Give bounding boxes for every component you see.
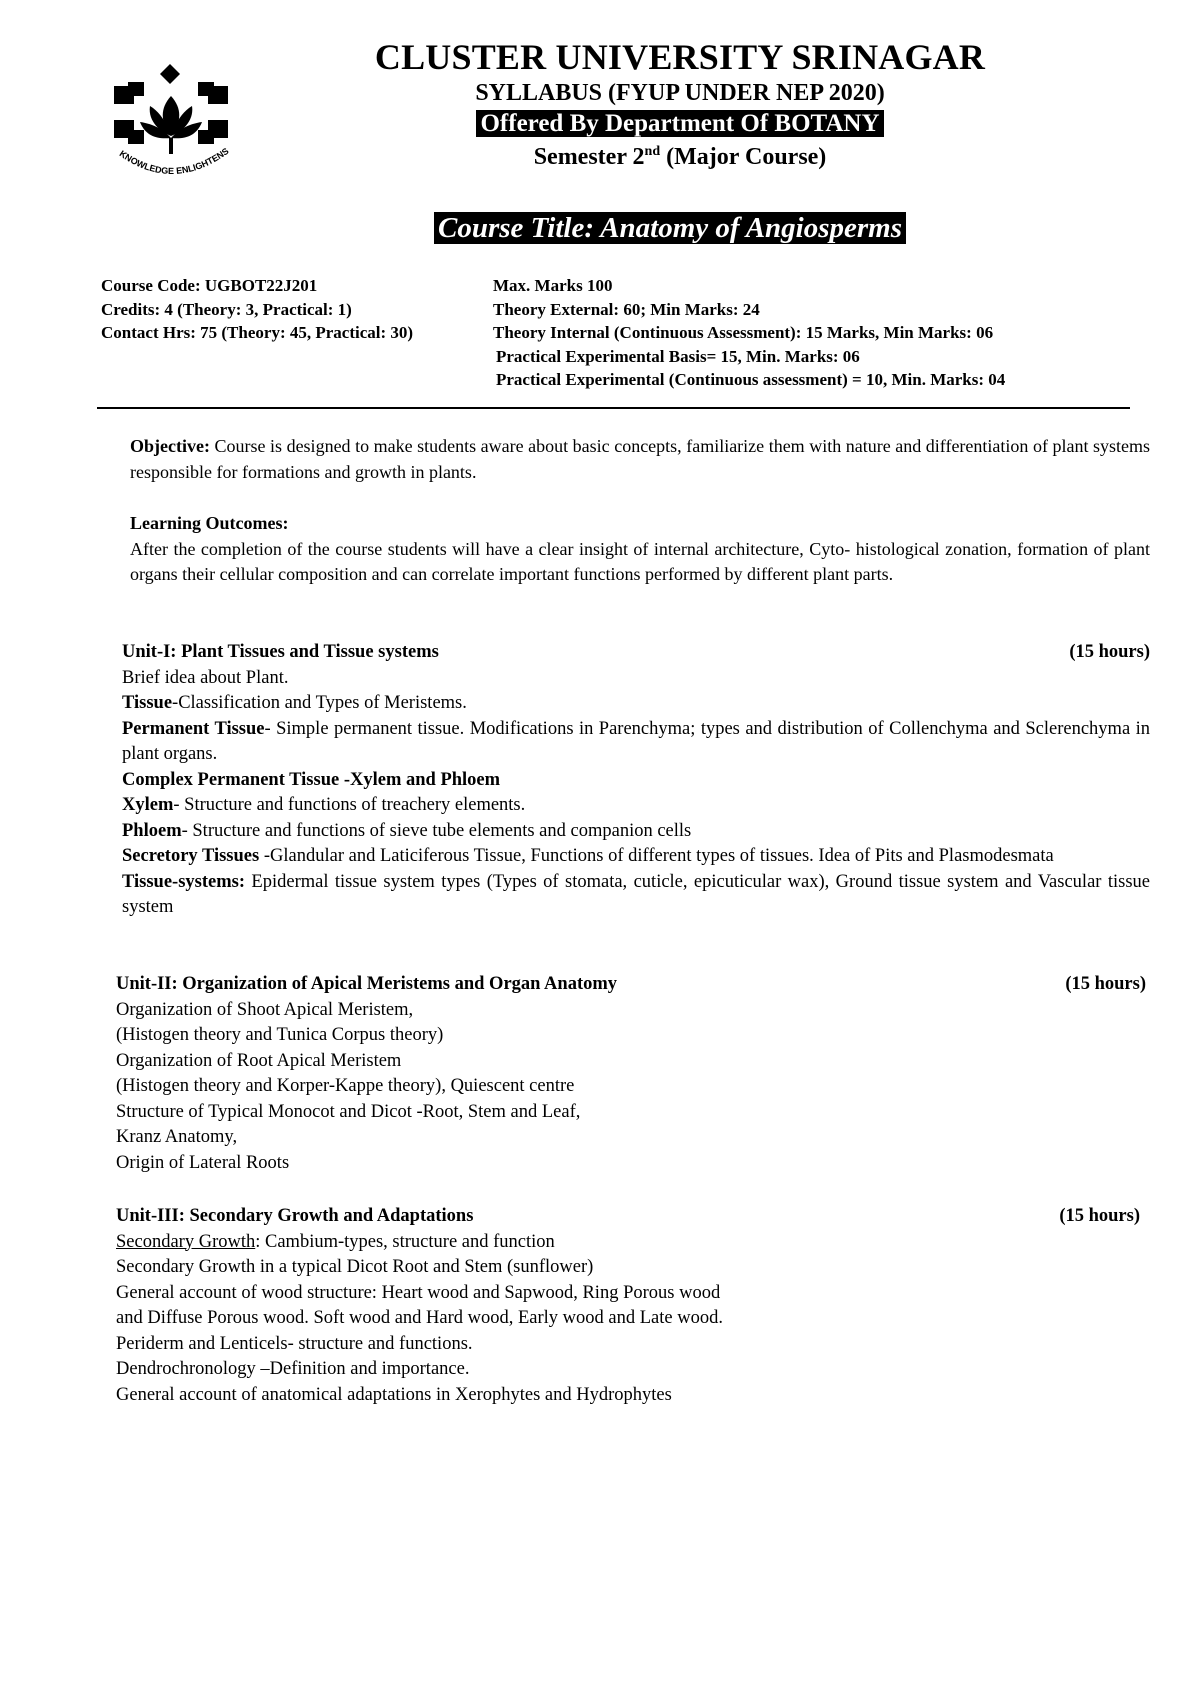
department-banner	[200, 110, 1160, 138]
credits: Credits: 4 (Theory: 3, Practical: 1)	[101, 299, 352, 319]
course-title: Course Title: Anatomy of Angiosperms	[434, 212, 906, 244]
objective-paragraph: Objective: Course is designed to make students aware about basic concepts, familiarize them with nature and differentiation of plant systems responsible for formations and growth in plants.	[130, 436, 1150, 482]
list-item: Secretory Tissues -Glandular and Laticiferous Tissue, Functions of different types of tissues. Idea of Pits and Plasmodesmata	[122, 846, 1054, 866]
list-item: Secondary Growth in a typical Dicot Root and Stem (sunflower)	[116, 1257, 594, 1277]
list-item: (Histogen theory and Korper-Kappe theory), Quiescent centre	[116, 1076, 575, 1096]
outcomes-text: After the completion of the course students will have a clear insight of internal architecture, Cyto- histological zonation, formation of plant organs their cellular composition and can correlate important functions performed by different plant parts.	[130, 538, 1150, 584]
unit-1-section	[122, 640, 1150, 921]
list-item: Tissue-Classification and Types of Meristems.	[122, 693, 467, 713]
unit-2-hours: (15 hours)	[1065, 974, 1146, 994]
svg-text:KNOWLEDGE ENLIGHTENS: KNOWLEDGE ENLIGHTENS	[117, 145, 231, 177]
list-item: Organization of Root Apical Meristem	[116, 1050, 402, 1071]
unit-1-hours: (15 hours)	[1069, 642, 1150, 662]
list-item: Kranz Anatomy,	[116, 1127, 238, 1147]
outcomes-label: Learning Outcomes:	[130, 513, 289, 533]
theory-external: Theory External: 60; Min Marks: 24	[493, 299, 760, 319]
course-info-left	[101, 274, 413, 345]
list-item: Xylem- Structure and functions of treachery elements.	[122, 795, 526, 815]
practical-continuous: Practical Experimental (Continuous assessment) = 10, Min. Marks: 04	[496, 370, 1006, 389]
list-item: Phloem- Structure and functions of sieve tube elements and companion cells	[122, 820, 692, 841]
list-item: Complex Permanent Tissue -Xylem and Phloem	[122, 769, 501, 790]
department-label: Offered By Department Of BOTANY	[476, 110, 883, 137]
list-item: Brief idea about Plant.	[122, 667, 289, 688]
unit-1-heading: Unit-I: Plant Tissues and Tissue systems (15 hours)	[122, 640, 1150, 666]
learning-outcomes	[130, 511, 1150, 588]
theory-internal: Theory Internal (Continuous Assessment): 15 Marks, Min Marks: 06	[493, 323, 994, 342]
course-code: Course Code: UGBOT22J201	[101, 276, 318, 295]
list-item: Structure of Typical Monocot and Dicot -Root, Stem and Leaf,	[116, 1101, 581, 1122]
unit-2-section	[116, 972, 1146, 1176]
practical-basis: Practical Experimental Basis= 15, Min. Marks: 06	[496, 346, 860, 366]
list-item: Periderm and Lenticels- structure and functions.	[116, 1333, 473, 1354]
objective-label: Objective:	[130, 436, 210, 456]
unit-3-heading: Unit-III: Secondary Growth and Adaptations (15 hours)	[116, 1204, 1140, 1230]
list-item: Dendrochronology –Definition and importance.	[116, 1359, 470, 1379]
divider-rule	[97, 407, 1130, 409]
unit-3-section	[116, 1204, 1140, 1408]
max-marks: Max. Marks 100	[493, 276, 613, 295]
semester-heading: Semester 2nd (Major Course)	[533, 144, 827, 170]
list-item: Organization of Shoot Apical Meristem,	[116, 999, 414, 1020]
university-name: CLUSTER UNIVERSITY SRINAGAR	[374, 37, 986, 77]
list-item: Tissue-systems: Epidermal tissue system types (Types of stomata, cuticle, epicuticular wax), Ground tissue system and Vascular tissue system	[122, 871, 1150, 917]
list-item: General account of wood structure: Heart wood and Sapwood, Ring Porous wood	[116, 1282, 721, 1303]
list-item: Origin of Lateral Roots	[116, 1152, 290, 1173]
unit-2-heading: Unit-II: Organization of Apical Meristems and Organ Anatomy (15 hours)	[116, 972, 1146, 998]
course-info-right	[493, 274, 1005, 392]
list-item: (Histogen theory and Tunica Corpus theory)	[116, 1025, 444, 1045]
unit-3-hours: (15 hours)	[1059, 1206, 1140, 1226]
list-item: Permanent Tissue- Simple permanent tissue. Modifications in Parenchyma; types and distribution of Collenchyma and Sclerenchyma in plant organs.	[122, 718, 1150, 764]
list-item: and Diffuse Porous wood. Soft wood and Hard wood, Early wood and Late wood.	[116, 1308, 723, 1328]
contact-hours: Contact Hrs: 75 (Theory: 45, Practical: 30)	[101, 323, 414, 342]
course-title-banner	[190, 212, 1150, 245]
list-item: General account of anatomical adaptations in Xerophytes and Hydrophytes	[116, 1384, 672, 1405]
list-item: Secondary Growth: Cambium-types, structure and function	[116, 1231, 555, 1252]
syllabus-heading: SYLLABUS (FYUP UNDER NEP 2020)	[475, 80, 885, 106]
